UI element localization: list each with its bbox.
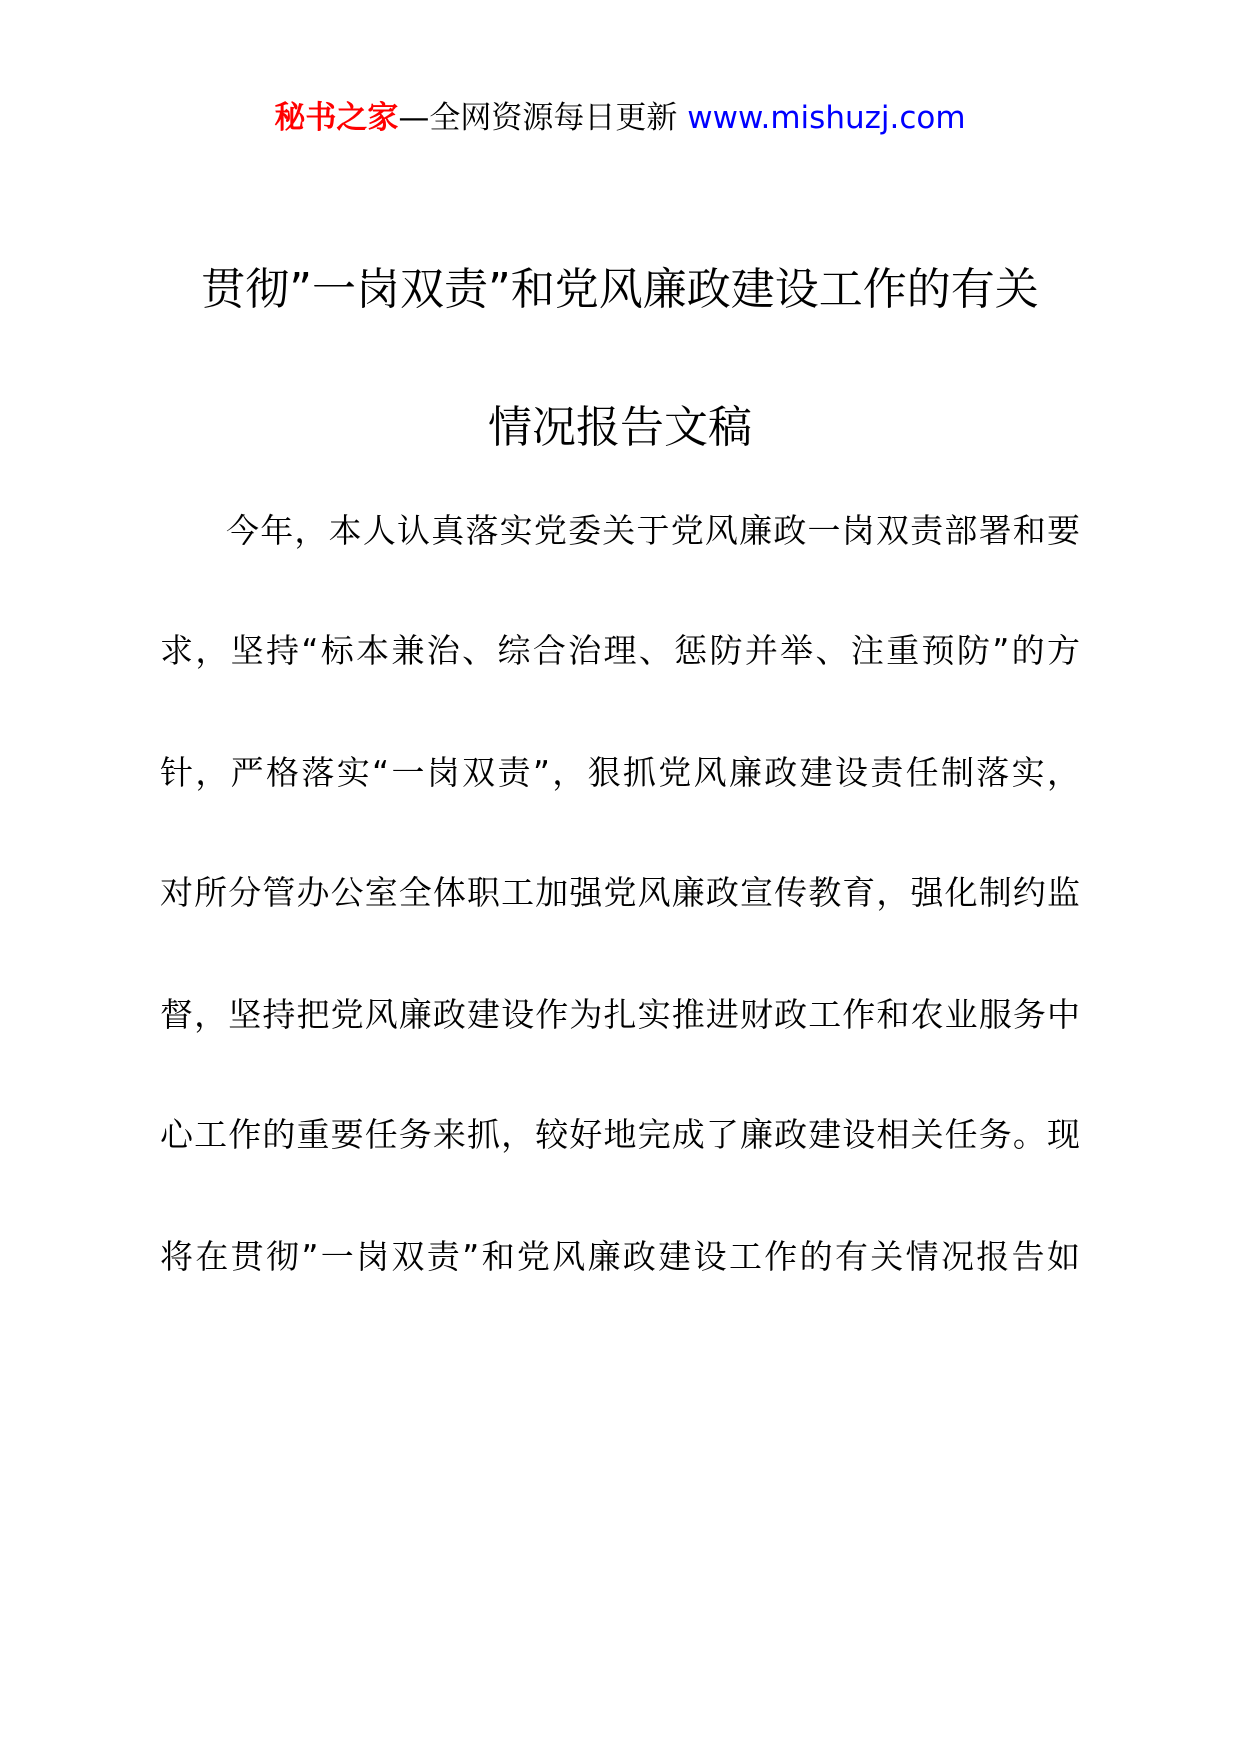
site-slogan: —全网资源每日更新	[398, 100, 678, 136]
paragraph-line: 今年，本人认真落实党委关于党风廉政一岗双责部署和要	[226, 511, 1080, 550]
paragraph-line: 求，坚持“标本兼治、综合治理、惩防并举、注重预防”的方	[160, 631, 1080, 670]
site-brand: 秘书之家	[274, 100, 399, 136]
paragraph-line: 对所分管办公室全体职工加强党风廉政宣传教育，强化制约监	[160, 873, 1080, 912]
site-url-link[interactable]: www.mishuzj.com	[687, 100, 966, 136]
document-title-line-1: 贯彻”一岗双责”和党风廉政建设工作的有关	[201, 264, 1039, 315]
paragraph-line: 针，严格落实“一岗双责”，狠抓党风廉政建设责任制落实，	[160, 753, 1080, 792]
paragraph-line: 将在贯彻”一岗双责”和党风廉政建设工作的有关情况报告如	[160, 1237, 1080, 1276]
paragraph-line: 心工作的重要任务来抓，较好地完成了廉政建设相关任务。现	[160, 1115, 1080, 1154]
document-title-line-2: 情况报告文稿	[488, 402, 752, 453]
site-header	[0, 96, 1240, 140]
paragraph-line: 督，坚持把党风廉政建设作为扎实推进财政工作和农业服务中	[160, 995, 1080, 1034]
